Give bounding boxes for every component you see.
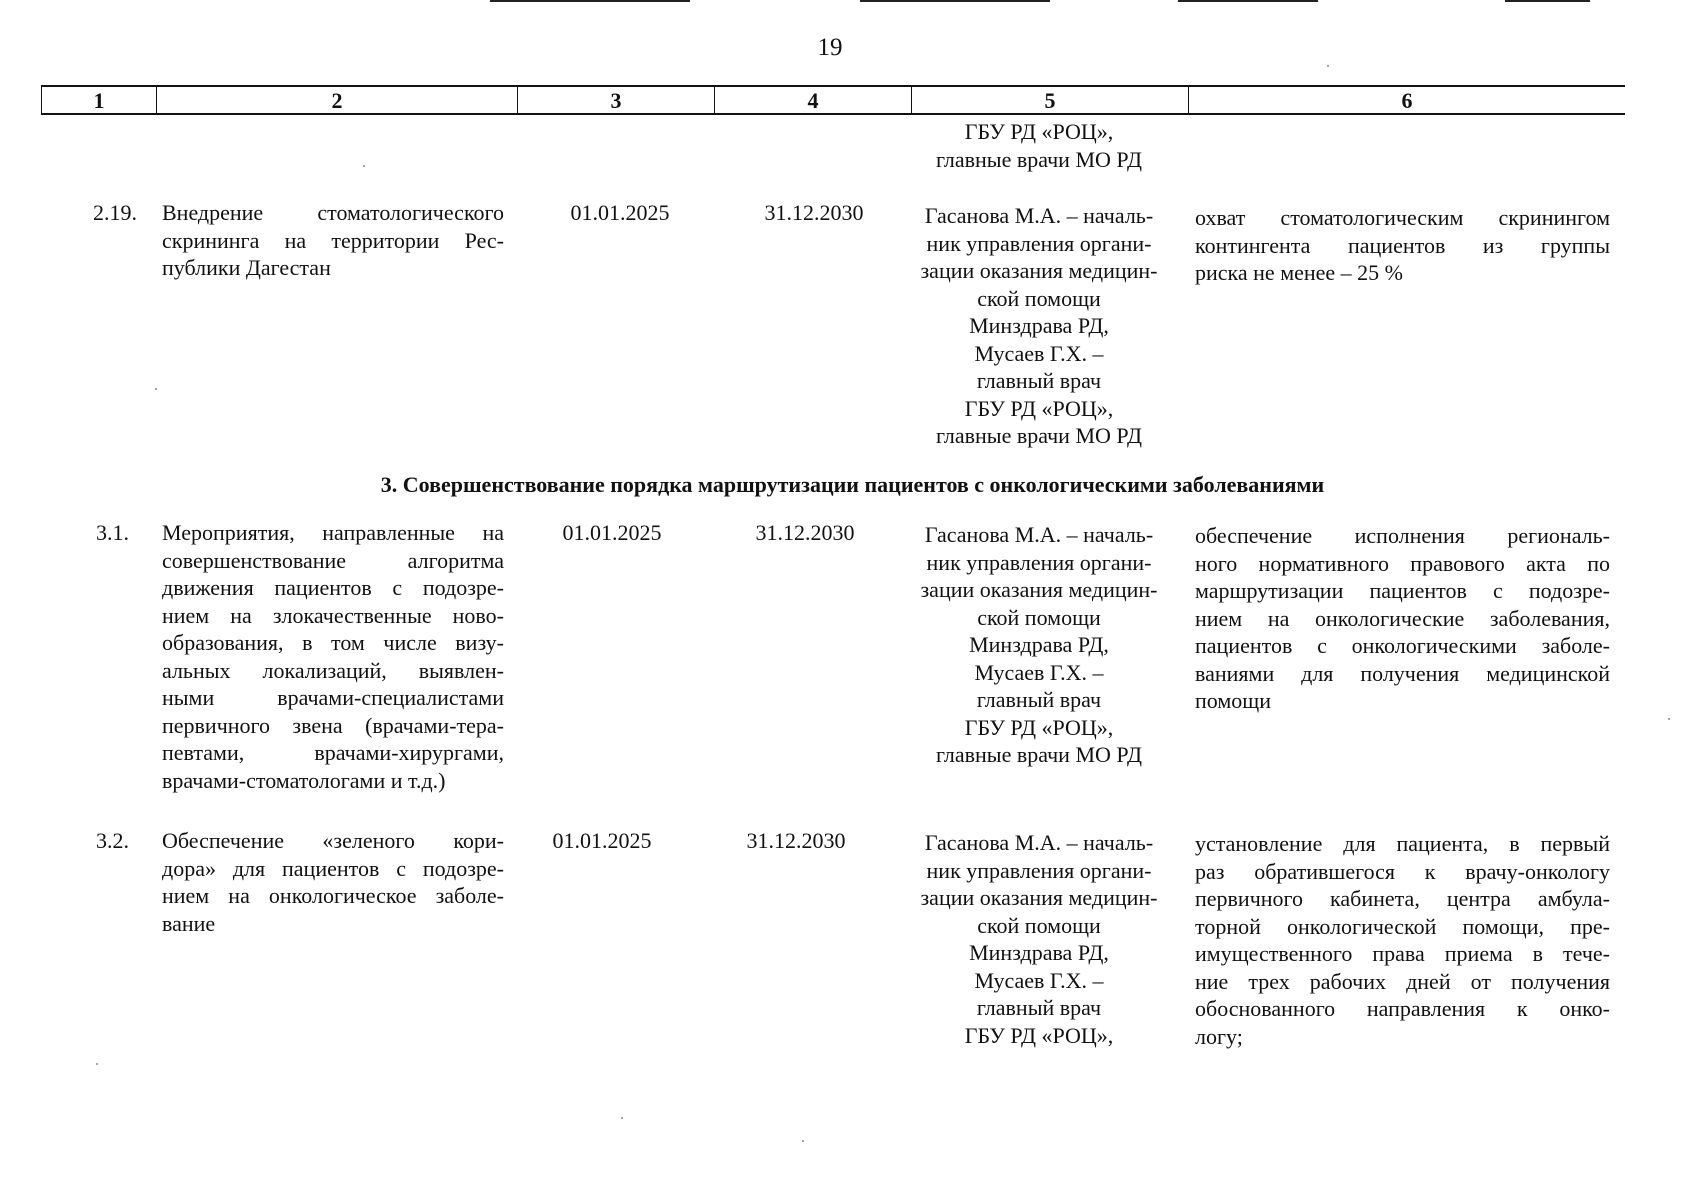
- scan-speck: [96, 1063, 98, 1065]
- continued-responsible: [904, 118, 1174, 173]
- text-line: альных локализаций, выявлен-: [162, 657, 504, 683]
- text-line: имущественного права приема в тече-: [1195, 941, 1610, 966]
- text-line: главный врач: [976, 368, 1102, 393]
- start-date: 01.01.2025: [570, 200, 670, 225]
- responsible: [904, 521, 1174, 769]
- text-line: раз обратившегося к врачу-онкологу: [1195, 858, 1610, 884]
- text-line: ник управления органи-: [926, 230, 1152, 256]
- text-line: ГБУ РД «РОЦ»,: [964, 119, 1114, 144]
- text-line: помощи: [1195, 688, 1271, 713]
- text-line: нием на онкологическое заболе-: [162, 883, 504, 908]
- expected-result: [1195, 522, 1610, 715]
- text-line: главный врач: [976, 995, 1102, 1020]
- text-line: ГБУ РД «РОЦ»,: [964, 1022, 1114, 1048]
- text-line: нием на онкологические заболевания,: [1195, 605, 1610, 631]
- start-date: 01.01.2025: [562, 520, 662, 545]
- scan-speck: [1327, 65, 1329, 67]
- text-line: врачами-стоматологами и т.д.): [162, 767, 446, 793]
- responsible: [904, 829, 1174, 1049]
- text-line: Гасанова М.А. – началь-: [924, 830, 1154, 855]
- text-line: ник управления органи-: [926, 549, 1152, 575]
- end-date: 31.12.2030: [764, 200, 864, 225]
- text-line: обеспечение исполнения региональ-: [1195, 523, 1610, 548]
- text-line: Минздрава РД,: [969, 313, 1109, 338]
- top-edge-rule: [860, 0, 1050, 2]
- row-number: 2.19.: [93, 200, 137, 225]
- header-col-5: 5: [912, 87, 1189, 113]
- scan-speck: [363, 165, 365, 167]
- header-col-3: 3: [518, 87, 715, 113]
- text-line: маршрутизации пациентов с подозре-: [1195, 578, 1610, 603]
- text-line: ного нормативного правового акта по: [1195, 550, 1610, 576]
- text-line: скрининга на территории Рес-: [162, 227, 504, 253]
- text-line: обоснованного направления к онко-: [1195, 996, 1610, 1021]
- text-line: ской помощи: [977, 285, 1101, 311]
- top-edge-rule: [490, 0, 690, 2]
- table-header-row: [41, 85, 1625, 115]
- text-line: ГБУ РД «РОЦ»,: [964, 714, 1114, 740]
- text-line: первичного звена (врачами-тера-: [162, 712, 504, 738]
- text-line: установление для пациента, в первый: [1195, 831, 1610, 856]
- text-line: контингента пациентов из группы: [1195, 232, 1610, 258]
- scan-speck: [1668, 718, 1670, 720]
- row-number: 3.2.: [96, 828, 129, 853]
- text-line: ской помощи: [977, 604, 1101, 630]
- top-edge-rule: [1505, 0, 1590, 2]
- text-line: торной онкологической помощи, пре-: [1195, 913, 1610, 939]
- end-date: 31.12.2030: [746, 828, 846, 853]
- text-line: логу;: [1195, 1023, 1243, 1049]
- header-col-4: 4: [715, 87, 912, 113]
- scan-speck: [802, 1140, 804, 1142]
- text-line: зации оказания медицин-: [920, 258, 1158, 283]
- text-line: первичного кабинета, центра амбула-: [1195, 886, 1610, 911]
- top-edge-rule: [1178, 0, 1318, 2]
- text-line: ник управления органи-: [926, 857, 1152, 883]
- text-line: дора» для пациентов с подозре-: [162, 855, 504, 881]
- text-line: ской помощи: [977, 912, 1101, 938]
- text-line: Гасанова М.А. – началь-: [924, 203, 1154, 228]
- header-col-2: 2: [157, 87, 518, 113]
- text-line: зации оказания медицин-: [920, 577, 1158, 602]
- text-line: движения пациентов с подозре-: [162, 575, 504, 600]
- text-line: пациентов с онкологическими заболе-: [1195, 633, 1610, 658]
- responsible: [904, 202, 1174, 450]
- text-line: вание: [162, 910, 216, 936]
- end-date: 31.12.2030: [755, 520, 855, 545]
- row-number: 3.1.: [96, 520, 129, 545]
- header-col-1: 1: [41, 87, 157, 113]
- expected-result: [1195, 204, 1610, 287]
- text-line: Внедрение стоматологического: [162, 200, 504, 225]
- activity-title: [162, 519, 504, 794]
- text-line: зации оказания медицин-: [920, 885, 1158, 910]
- text-line: совершенствование алгоритма: [162, 547, 504, 573]
- text-line: певтами, врачами-хирургами,: [162, 740, 504, 765]
- scan-speck: [621, 1117, 623, 1119]
- text-line: Мусаев Г.Х. –: [974, 659, 1104, 685]
- start-date: 01.01.2025: [552, 828, 652, 853]
- text-line: главные врачи МО РД: [935, 423, 1142, 448]
- text-line: Минздрава РД,: [969, 940, 1109, 965]
- text-line: Гасанова М.А. – началь-: [924, 522, 1154, 547]
- text-line: Мусаев Г.Х. –: [974, 967, 1104, 993]
- scan-speck: [155, 388, 157, 390]
- text-line: главные врачи МО РД: [935, 742, 1142, 767]
- header-col-6: 6: [1401, 88, 1413, 113]
- page-number: 19: [817, 34, 843, 61]
- text-line: ными врачами-специалистами: [162, 685, 504, 710]
- text-line: Мероприятия, направленные на: [162, 520, 504, 545]
- text-line: образования, в том числе визу-: [162, 630, 504, 655]
- text-line: Мусаев Г.Х. –: [974, 340, 1104, 366]
- text-line: Обеспечение «зеленого кори-: [162, 828, 504, 853]
- activity-title: [162, 827, 504, 937]
- text-line: ние трех рабочих дней от получения: [1195, 968, 1610, 994]
- text-line: главные врачи МО РД: [935, 146, 1142, 172]
- text-line: риска не менее – 25 %: [1195, 260, 1404, 285]
- text-line: публики Дагестан: [162, 255, 331, 280]
- activity-title: [162, 199, 504, 282]
- text-line: главный врач: [976, 687, 1102, 712]
- text-line: Минздрава РД,: [969, 632, 1109, 657]
- text-line: ваниями для получения медицинской: [1195, 660, 1610, 686]
- text-line: нием на злокачественные ново-: [162, 602, 504, 628]
- text-line: ГБУ РД «РОЦ»,: [964, 395, 1114, 421]
- section-title: 3. Совершенствование порядка маршрутизации пациентов с онкологическими заболеваниями: [380, 472, 1325, 497]
- text-line: охват стоматологическим скринингом: [1195, 205, 1610, 230]
- expected-result: [1195, 830, 1610, 1050]
